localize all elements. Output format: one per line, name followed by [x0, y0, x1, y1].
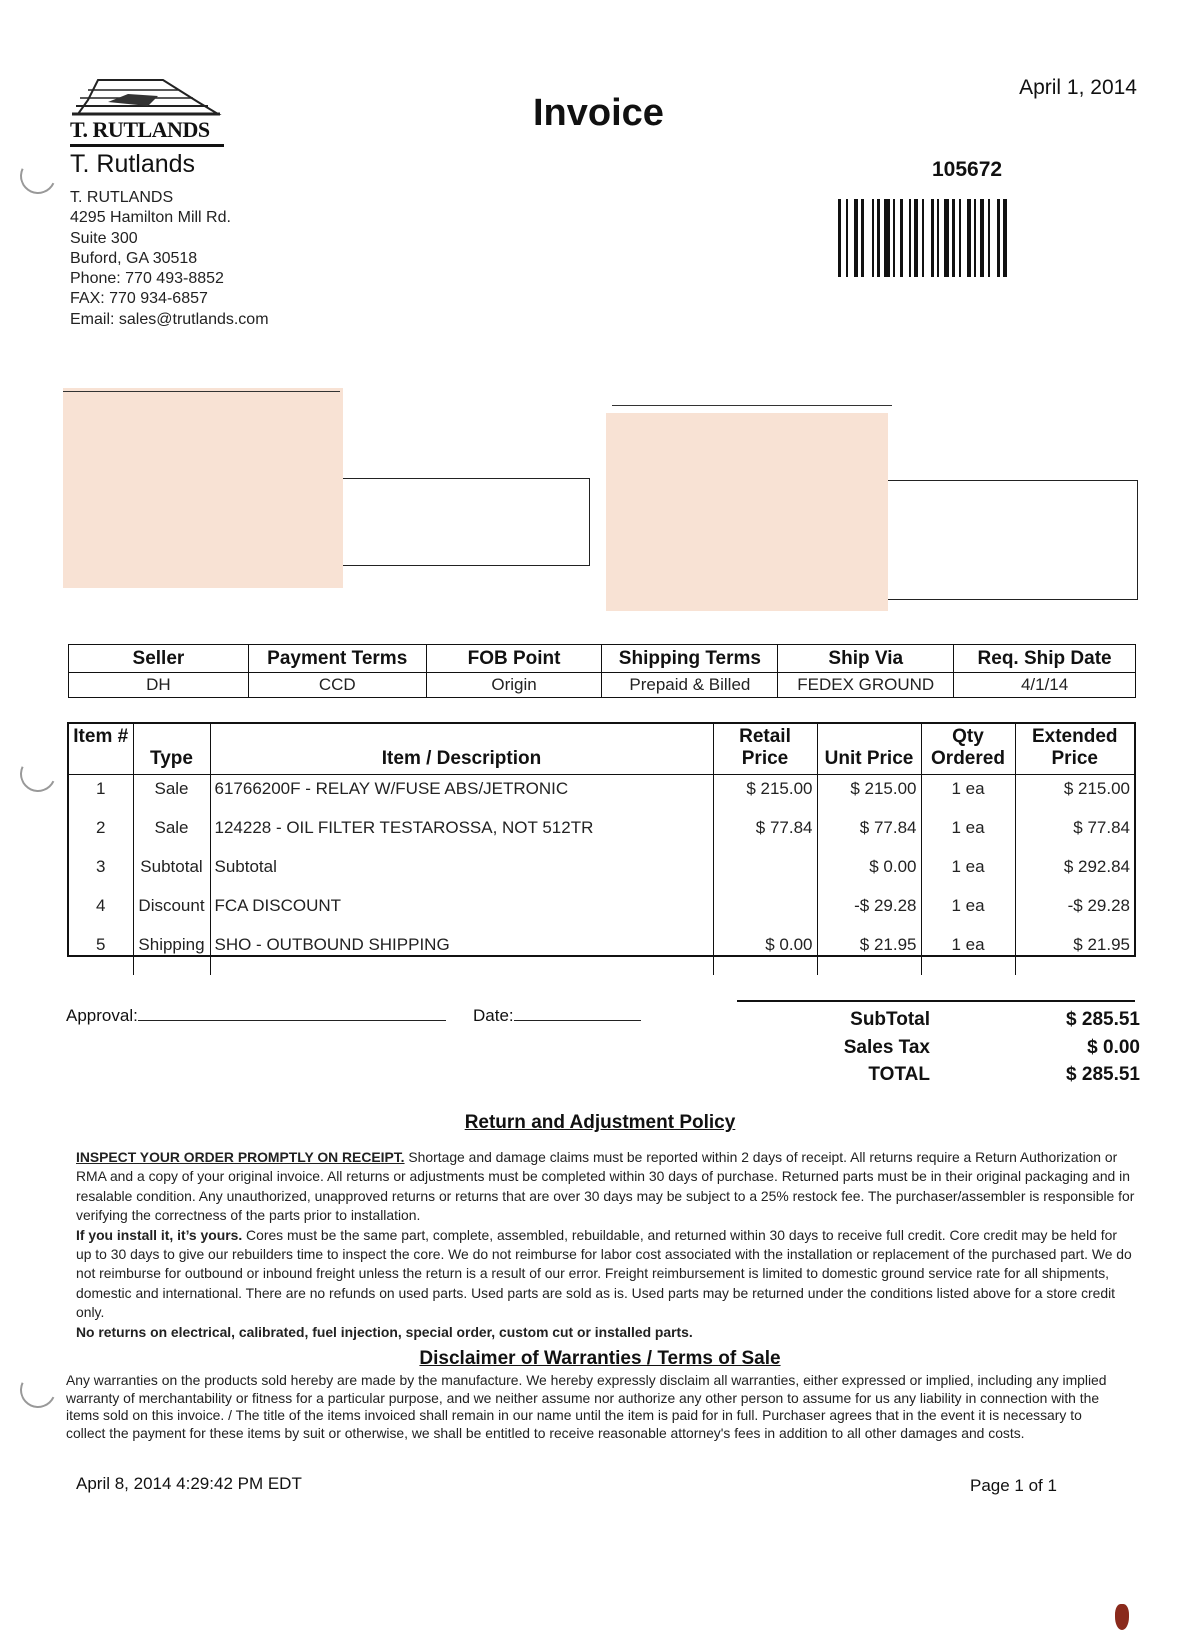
- sales-tax-row: [780, 1037, 1140, 1059]
- header-cell: Req. Ship Date: [954, 645, 1136, 673]
- cell-item-number: 5: [96, 935, 106, 954]
- cell-unit-price: $ 0.00: [817, 853, 921, 892]
- punch-hole-mark: [15, 1367, 61, 1413]
- address-line: Buford, GA 30518: [70, 249, 198, 267]
- cell-item-number: 3: [96, 857, 106, 876]
- address-line: Suite 300: [70, 229, 138, 247]
- cell-type: Subtotal: [133, 853, 210, 892]
- total-label: TOTAL: [868, 1064, 930, 1085]
- cell-extended-price: $ 292.84: [1015, 853, 1134, 892]
- redaction-patch: [63, 388, 343, 588]
- total-row: [780, 1064, 1140, 1086]
- cell-description: 61766200F - RELAY W/FUSE ABS/JETRONIC: [210, 775, 713, 815]
- company-name: T. Rutlands: [70, 150, 196, 178]
- value-cell: DH: [69, 673, 249, 698]
- cell-qty: 1 ea: [921, 775, 1015, 815]
- address-line: 4295 Hamilton Mill Rd.: [70, 209, 231, 227]
- header-cell: FOB Point: [426, 645, 602, 673]
- page-title: Invoice: [533, 92, 664, 134]
- address-line: T. RUTLANDS: [70, 189, 174, 206]
- cell-retail-price: [713, 853, 817, 892]
- cell-unit-price: $ 215.00: [817, 775, 921, 815]
- subtotal-value: $ 285.51: [1066, 1009, 1140, 1030]
- ink-spot: [1115, 1604, 1129, 1630]
- cell-retail-price: $ 77.84: [713, 814, 817, 853]
- cell-description: SHO - OUTBOUND SHIPPING: [210, 931, 713, 975]
- address-line: FAX: 770 934-6857: [70, 290, 208, 308]
- subtotal-row: [780, 1009, 1140, 1031]
- cell-description: FCA DISCOUNT: [210, 892, 713, 931]
- disclaimer-text: Any warranties on the products sold hereby are made by the manufacture. We hereby expressly disclaim all warranties, either expressed or implied, including any implied warranty of merchantability or fitness for a particular purpose, and we neither assume nor authorize any other person to assume for us any liability in connection with the items sold on this invoice. / The title of the items invoiced shall remain in our name until the item is paid for in full. Purchaser agrees that in the event it is necessary to collect the payment for these items by suit or otherwise, we shall be entitled to receive reasonable attorney's fees in addition to all other damages and costs.: [66, 1372, 1107, 1441]
- table-row: [69, 931, 1134, 975]
- col-description: Item / Description: [210, 724, 713, 775]
- col-item-number: Item #: [69, 724, 133, 775]
- cell-unit-price: -$ 29.28: [817, 892, 921, 931]
- approval-signature-line[interactable]: [138, 1004, 446, 1021]
- print-timestamp: April 8, 2014 4:29:42 PM EDT: [76, 1474, 302, 1493]
- redaction-patch: [606, 413, 888, 611]
- cell-qty: 1 ea: [921, 931, 1015, 975]
- table-row: [69, 892, 1134, 931]
- address-line: Phone: 770 493-8852: [70, 270, 224, 288]
- cell-type: Sale: [133, 814, 210, 853]
- policy-lead: INSPECT YOUR ORDER PROMPTLY ON RECEIPT.: [76, 1149, 405, 1165]
- cell-description: Subtotal: [210, 853, 713, 892]
- cell-type: Shipping: [133, 931, 210, 975]
- cell-extended-price: $ 215.00: [1015, 775, 1134, 815]
- cell-unit-price: $ 21.95: [817, 931, 921, 975]
- order-info-table: [68, 644, 1136, 698]
- totals-divider: [737, 1000, 1135, 1002]
- approval-date-row: [473, 1004, 641, 1026]
- punch-hole-mark: [15, 751, 61, 797]
- policy-paragraph: Cores must be the same part, complete, assembled, rebuildable, and returned within 30 days to receive full credit. Core credit may be held for up to 30 days to give our rebuilders time to inspect the core. We do not reimburse for labor cost associated with the installation or replacement of the purchased part. We do not reimburse for outbound or inbound freight unless the return is a result of our error. Freight reimbursement is limited to domestic ground service rate for all shipments, domestic and international. There are no refunds on used parts. Used parts are sold as is. Used parts may be returned under the conditions listed above for a store credit only.: [76, 1226, 1132, 1321]
- cell-extended-price: -$ 29.28: [1015, 892, 1134, 931]
- value-cell: FEDEX GROUND: [778, 673, 954, 698]
- policy-text: [76, 1148, 1136, 1342]
- address-line: Email: sales@trutlands.com: [70, 310, 269, 328]
- value-cell: Origin: [426, 673, 602, 698]
- col-extended-price: Extended Price: [1015, 724, 1134, 775]
- table-row: [69, 775, 1134, 815]
- punch-hole-mark: [15, 153, 61, 199]
- barcode-bar: [924, 199, 931, 277]
- divider: [612, 405, 892, 406]
- approval-date-line[interactable]: [514, 1004, 641, 1021]
- cell-qty: 1 ea: [921, 892, 1015, 931]
- disclaimer-heading: Disclaimer of Warranties / Terms of Sale: [419, 1348, 781, 1369]
- approval-date-label: Date:: [473, 1006, 514, 1025]
- total-value: $ 285.51: [1066, 1064, 1140, 1085]
- col-unit-price: Unit Price: [817, 724, 921, 775]
- policy-no-returns: No returns on electrical, calibrated, fuel injection, special order, custom cut or installed parts.: [76, 1323, 693, 1340]
- col-retail-price: Retail Price: [713, 724, 817, 775]
- header-cell: Shipping Terms: [602, 645, 778, 673]
- value-cell: Prepaid & Billed: [602, 673, 778, 698]
- ship-to-box: [880, 480, 1138, 600]
- barcode-bar: [990, 199, 997, 277]
- cell-qty: 1 ea: [921, 853, 1015, 892]
- page-number: Page 1 of 1: [970, 1476, 1057, 1495]
- cell-description: 124228 - OIL FILTER TESTAROSSA, NOT 512TR: [210, 814, 713, 853]
- barcode-bar: [1007, 199, 1013, 277]
- bill-to-box: [330, 478, 590, 566]
- cell-type: Discount: [133, 892, 210, 931]
- invoice-number: 105672: [932, 158, 1003, 181]
- policy-paragraph: Shortage and damage claims must be reported within 2 days of receipt. All returns require a Return Authorization or RMA and a copy of your original invoice. All returns or adjustments must be completed within 30 days of purchase. Returned parts must be in their original packaging and in resalable condition. Any unauthorized, unapproved returns or returns that are over 30 days may be subject to a 25% restock fee. The purchaser/assembler is responsible for verifying the correctness of the parts prior to installation.: [76, 1149, 1135, 1224]
- subtotal-label: SubTotal: [850, 1009, 930, 1030]
- cell-type: Sale: [133, 775, 210, 815]
- cell-extended-price: $ 21.95: [1015, 931, 1134, 975]
- barcode-bar: [864, 199, 872, 277]
- logo-wordmark: T. RUTLANDS: [70, 118, 224, 147]
- policy-heading: Return and Adjustment Policy: [464, 1112, 736, 1133]
- invoice-date: April 1, 2014: [1019, 76, 1137, 99]
- approval-row: [66, 1004, 446, 1026]
- cell-retail-price: $ 0.00: [713, 931, 817, 975]
- company-address: [70, 188, 269, 330]
- table-row: [69, 853, 1134, 892]
- header-cell: Seller: [69, 645, 249, 673]
- cell-extended-price: $ 77.84: [1015, 814, 1134, 853]
- sales-tax-value: $ 0.00: [1087, 1037, 1140, 1058]
- header-cell: Payment Terms: [248, 645, 426, 673]
- table-row: [69, 814, 1134, 853]
- cell-item-number: 4: [96, 896, 106, 915]
- items-table-frame: [67, 722, 1136, 957]
- value-cell: CCD: [248, 673, 426, 698]
- divider: [63, 391, 340, 392]
- items-table: [69, 724, 1134, 975]
- barcode: [838, 199, 1108, 277]
- cell-retail-price: [713, 892, 817, 931]
- cell-qty: 1 ea: [921, 814, 1015, 853]
- cell-item-number: 1: [96, 779, 106, 798]
- col-type: Type: [133, 724, 210, 775]
- cell-unit-price: $ 77.84: [817, 814, 921, 853]
- header-cell: Ship Via: [778, 645, 954, 673]
- value-cell: 4/1/14: [954, 673, 1136, 698]
- cell-item-number: 2: [96, 818, 106, 837]
- sales-tax-label: Sales Tax: [843, 1037, 930, 1058]
- cell-retail-price: $ 215.00: [713, 775, 817, 815]
- col-qty-ordered: Qty Ordered: [921, 724, 1015, 775]
- policy-install-bold: If you install it, it’s yours.: [76, 1226, 243, 1243]
- approval-label: Approval:: [66, 1006, 138, 1025]
